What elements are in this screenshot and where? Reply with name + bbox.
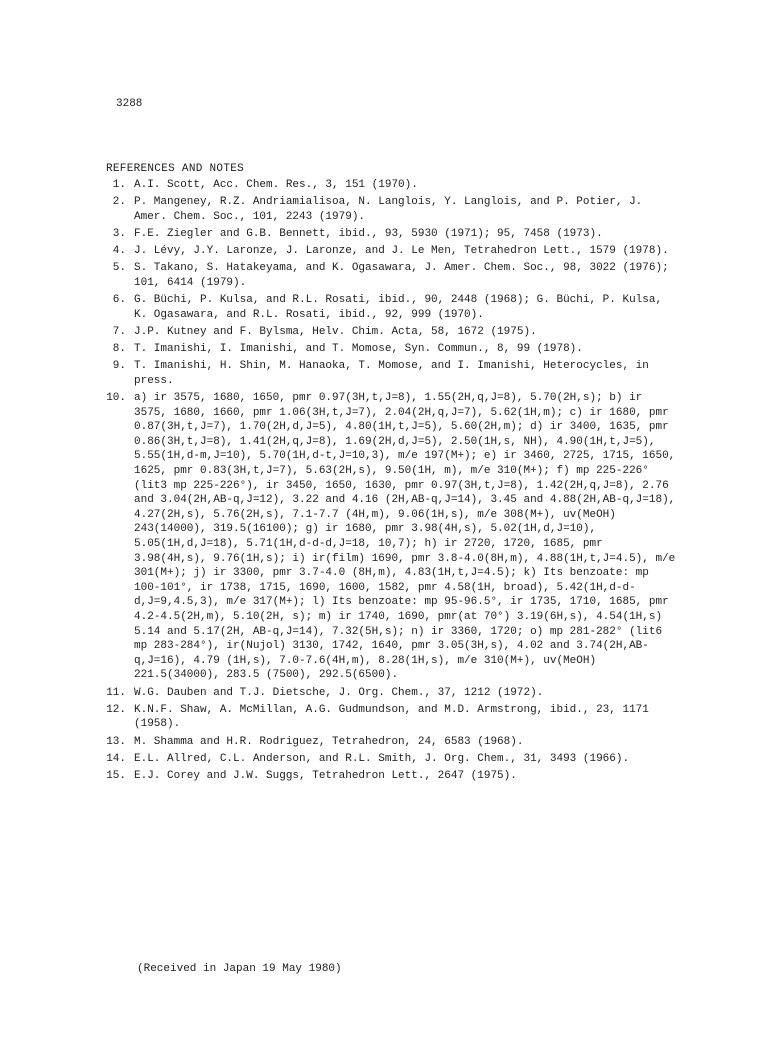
reference-text: a) ir 3575, 1680, 1650, pmr 0.97(3H,t,J=8), 1.55(2H,q,J=8), 5.70(2H,s); b) ir 3575, 1680, 1660, pmr 1.06(3H,t,J=7), 2.04(2H,q,J=7), 5.62(1H,m); c) ir 1680, pmr 0.87(3H,t,J=7), 1.70(2H,d,J=5), 4.80(1H,t,J=5), 5.60(2H,m); d) ir 3400, 1635, pmr 0.86(3H,t,J=8), 1.41(2H,q,J=8), 1.69(2H,d,J=5), 2.50(1H,s, NH), 4.90(1H,t,J=5), 5.55(1H,d-m,J=10), 5.70(1H,d-t,J=10,3), m/e 197(M+); e) ir 3460, 2725, 1715, 1650, 1625, pmr 0.83(3H,t,J=7), 5.63(2H,s), 9.50(1H, m), m/e 310(M+); f) mp 225-226° (lit3 mp 225-226°), ir 3450, 1650, 1630, pmr 0.97(3H,t,J=8), 1.42(2H,q,J=8), 2.76 and 3.04(2H,AB-q,J=12), 3.22 and 4.16 (2H,AB-q,J=14), 3.45 and 4.88(2H,AB-q,J=18), 4.27(2H,s), 5.76(2H,s), 7.1-7.7 (4H,m), 9.06(1H,s), m/e 308(M+), uv(MeOH) 243(14000), 319.5(16100); g) ir 1680, pmr 3.98(4H,s), 5.02(1H,d,J=10), 5.05(1H,d,J=18), 5.71(1H,d-d-d,J=18, 10,7); h) ir 2720, 1720, 1685, pmr 3.98(4H,s), 9.76(1H,s); i) ir(film) 1690, pmr 3.8-4.0(8H,m), 4.88(1H,t,J=4.5), m/e 301(M+); j) ir 3300, pmr 3.7-4.0 (8H,m), 4.83(1H,t,J=4.5); k) Its benzoate: mp 100-101°, ir 1738, 1715, 1690, 1600, 1582, pmr 4.58(1H, broad), 5.42(1H,d-d-d,J=9,4.5,3), m/e 317(M+); l) Its benzoate: mp 95-96.5°, ir 1735, 1710, 1685, pmr 4.2-4.5(2H,m), 5.10(2H, s); m) ir 1740, 1690, pmr(at 70°) 3.19(6H,s), 4.54(1H,s) 5.14 and 5.17(2H, AB-q,J=14), 7.32(5H,s); n) ir 3360, 1720; o) mp 281-282° (lit6 mp 283-284°), ir(Nujol) 3130, 1742, 1640, pmr 3.05(3H,s), 4.02 and 3.74(2H,AB-q,J=16), 4.79 (1H,s), 7.0-7.6(4H,m), 8.28(1H,s), m/e 310(M+), uv(MeOH) 221.5(34000), 283.5 (7500), 292.5(6500). <box>134 392 676 682</box>
reference-number: 4. <box>112 245 126 258</box>
reference-text: T. Imanishi, I. Imanishi, and T. Momose, Syn. Commun., 8, 99 (1978). <box>134 343 583 356</box>
reference-number: 10. <box>106 392 126 405</box>
reference-number: 9. <box>112 360 126 373</box>
reference-item <box>100 178 680 193</box>
reference-text: P. Mangeney, R.Z. Andriamialisoa, N. Langlois, Y. Langlois, and P. Potier, J. Amer. Chem. Soc., 101, 2243 (1979). <box>134 196 643 223</box>
reference-text: E.L. Allred, C.L. Anderson, and R.L. Smith, J. Org. Chem., 31, 3493 (1966). <box>134 752 630 765</box>
reference-item <box>100 359 680 388</box>
reference-number: 14. <box>106 752 126 765</box>
reference-number: 3. <box>112 227 126 240</box>
received-note: (Received in Japan 19 May 1980) <box>137 963 342 975</box>
reference-item <box>100 244 680 259</box>
reference-text: J.P. Kutney and F. Bylsma, Helv. Chim. Acta, 58, 1672 (1975). <box>134 325 537 338</box>
reference-list <box>100 178 680 786</box>
reference-item <box>100 261 680 290</box>
reference-number: 6. <box>112 294 126 307</box>
reference-text: F.E. Ziegler and G.B. Bennett, ibid., 93, 5930 (1971); 95, 7458 (1973). <box>134 227 603 240</box>
reference-text: T. Imanishi, H. Shin, M. Hanaoka, T. Momose, and I. Imanishi, Heterocycles, in press. <box>134 360 649 387</box>
reference-text: G. Büchi, P. Kulsa, and R.L. Rosati, ibid., 90, 2448 (1968); G. Büchi, P. Kulsa, K. Ogasawara, and R.L. Rosati, ibid., 92, 999 (1970). <box>134 294 663 321</box>
reference-text: W.G. Dauben and T.J. Dietsche, J. Org. Chem., 37, 1212 (1972). <box>134 686 544 699</box>
page-number: 3288 <box>116 98 143 110</box>
reference-text: S. Takano, S. Hatakeyama, and K. Ogasawara, J. Amer. Chem. Soc., 98, 3022 (1976); 101, 6414 (1979). <box>134 262 669 289</box>
reference-number: 13. <box>106 735 126 748</box>
reference-item <box>100 195 680 224</box>
reference-item <box>100 342 680 357</box>
reference-number: 8. <box>112 343 126 356</box>
section-title: REFERENCES AND NOTES <box>106 163 245 175</box>
reference-text: E.J. Corey and J.W. Suggs, Tetrahedron Lett., 2647 (1975). <box>134 769 517 782</box>
reference-text: M. Shamma and H.R. Rodriguez, Tetrahedron, 24, 6583 (1968). <box>134 735 524 748</box>
reference-item <box>100 686 680 701</box>
reference-text: J. Lévy, J.Y. Laronze, J. Laronze, and J. Le Men, Tetrahedron Lett., 1579 (1978). <box>134 245 669 258</box>
reference-number: 1. <box>112 179 126 191</box>
reference-item <box>100 391 680 683</box>
reference-number: 15. <box>106 769 126 782</box>
reference-item <box>100 752 680 767</box>
reference-number: 12. <box>106 703 126 716</box>
reference-item <box>100 769 680 784</box>
reference-item <box>100 703 680 732</box>
reference-text: K.N.F. Shaw, A. McMillan, A.G. Gudmundson, and M.D. Armstrong, ibid., 23, 1171 (1958). <box>134 703 649 731</box>
reference-item <box>100 227 680 242</box>
reference-item <box>100 325 680 340</box>
reference-text: A.I. Scott, Acc. Chem. Res., 3, 151 (1970). <box>134 179 418 191</box>
reference-number: 11. <box>106 686 126 699</box>
reference-item <box>100 735 680 750</box>
reference-item <box>100 293 680 322</box>
reference-number: 7. <box>112 325 126 338</box>
reference-number: 5. <box>112 262 126 275</box>
reference-number: 2. <box>112 196 126 209</box>
